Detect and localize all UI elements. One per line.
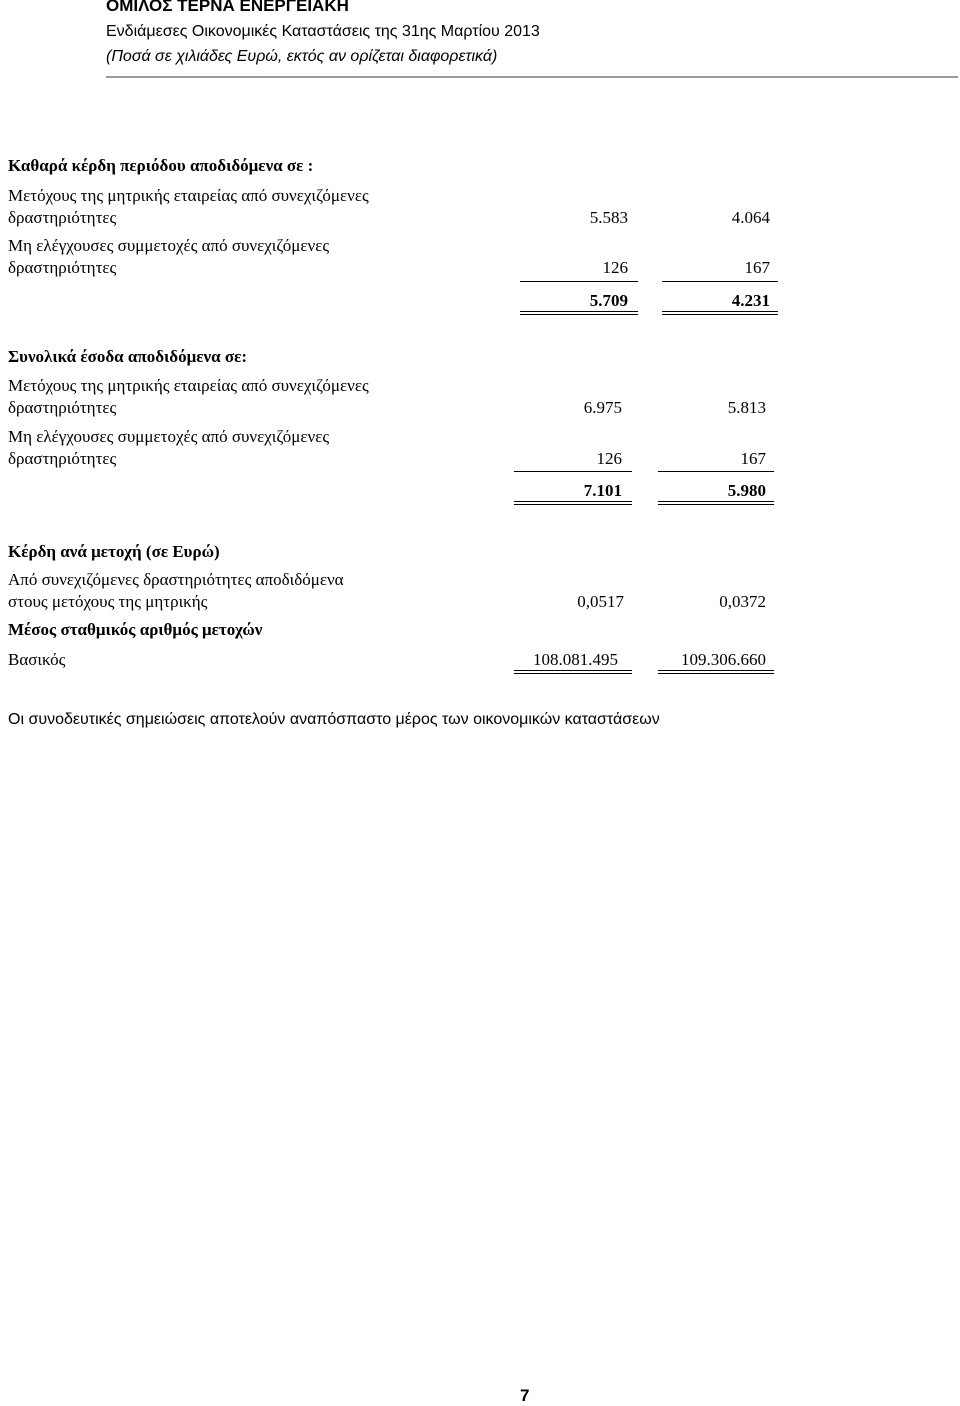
amounts-note: (Ποσά σε χιλιάδες Ευρώ, εκτός αν ορίζεται διαφορετικά) bbox=[106, 48, 498, 65]
total-double-rule bbox=[658, 501, 774, 505]
eps-title: Κέρδη ανά μετοχή (σε Ευρώ) bbox=[8, 542, 220, 561]
eps-row-label: Από συνεχιζόμενες δραστηριότητες αποδιδόμενα bbox=[8, 570, 344, 589]
net-profit-row2-value-2013: 126 bbox=[602, 258, 628, 277]
basic-shares-2012: 109.306.660 bbox=[681, 650, 766, 669]
basic-label: Βασικός bbox=[8, 650, 66, 669]
net-profit-total-2012: 4.231 bbox=[731, 291, 770, 310]
comprehensive-row1-value-2012: 5.813 bbox=[727, 398, 766, 417]
eps-row-label-cont: στους μετόχους της μητρικής bbox=[8, 592, 208, 611]
company-name: ΟΜΙΛΟΣ ΤΕΡΝΑ ΕΝΕΡΓΕΙΑΚΗ bbox=[106, 0, 349, 15]
net-profit-title: Καθαρά κέρδη περιόδου αποδιδόμενα σε : bbox=[8, 156, 314, 175]
total-double-rule bbox=[662, 311, 778, 315]
header-rule bbox=[106, 76, 958, 78]
subtotal-rule bbox=[520, 281, 638, 282]
eps-value-2012: 0,0372 bbox=[719, 592, 766, 611]
page-number: 7 bbox=[520, 1386, 530, 1405]
comprehensive-row1-value-2013: 6.975 bbox=[583, 398, 622, 417]
eps-value-2013: 0,0517 bbox=[577, 592, 624, 611]
net-profit-row2-label-cont: δραστηριότητες bbox=[8, 258, 117, 277]
comprehensive-row2-label-cont: δραστηριότητες bbox=[8, 449, 117, 468]
total-double-rule bbox=[658, 670, 774, 674]
comprehensive-total-2013: 7.101 bbox=[583, 481, 622, 500]
report-subtitle: Ενδιάμεσες Οικονομικές Καταστάσεις της 31ης Μαρτίου 2013 bbox=[106, 23, 540, 40]
total-double-rule bbox=[514, 501, 632, 505]
subtotal-rule bbox=[658, 471, 774, 472]
comprehensive-income-title: Συνολικά έσοδα αποδιδόμενα σε: bbox=[8, 347, 248, 366]
comprehensive-row2-label: Μη ελέγχουσες συμμετοχές από συνεχιζόμενες bbox=[8, 427, 330, 446]
net-profit-row1-value-2012: 4.064 bbox=[731, 208, 770, 227]
net-profit-row1-value-2013: 5.583 bbox=[589, 208, 628, 227]
weighted-shares-title: Μέσος σταθμικός αριθμός μετοχών bbox=[8, 620, 263, 639]
net-profit-row1-label-cont: δραστηριότητες bbox=[8, 208, 117, 227]
total-double-rule bbox=[520, 311, 638, 315]
total-double-rule bbox=[514, 670, 632, 674]
comprehensive-total-2012: 5.980 bbox=[727, 481, 766, 500]
comprehensive-row2-value-2013: 126 bbox=[596, 449, 622, 468]
comprehensive-row1-label-cont: δραστηριότητες bbox=[8, 398, 117, 417]
net-profit-row2-value-2012: 167 bbox=[744, 258, 770, 277]
net-profit-row1-label: Μετόχους της μητρικής εταιρείας από συνεχιζόμενες bbox=[8, 186, 369, 205]
comprehensive-row2-value-2012: 167 bbox=[740, 449, 766, 468]
net-profit-row2-label: Μη ελέγχουσες συμμετοχές από συνεχιζόμενες bbox=[8, 236, 330, 255]
basic-shares-2013: 108.081.495 bbox=[533, 650, 618, 669]
comprehensive-row1-label: Μετόχους της μητρικής εταιρείας από συνεχιζόμενες bbox=[8, 376, 369, 395]
subtotal-rule bbox=[514, 471, 632, 472]
notes-footer: Οι συνοδευτικές σημειώσεις αποτελούν αναπόσπαστο μέρος των οικονομικών καταστάσεων bbox=[8, 711, 660, 728]
net-profit-total-2013: 5.709 bbox=[589, 291, 628, 310]
subtotal-rule bbox=[662, 281, 778, 282]
